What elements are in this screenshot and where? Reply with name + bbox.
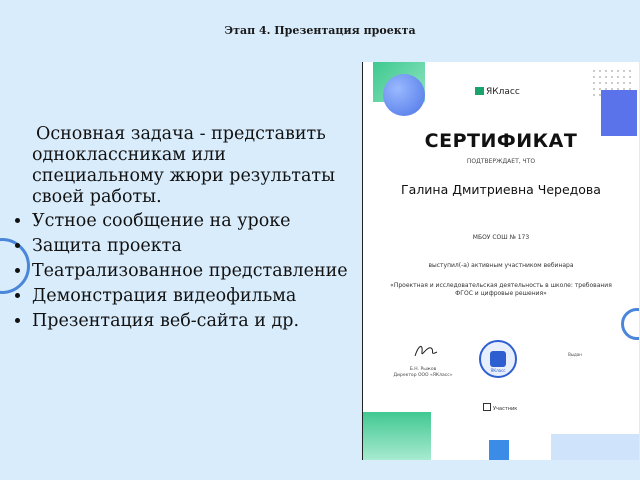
seal-icon [479,340,517,378]
seal-text: ЯКласс [490,368,506,373]
certificate-recipient: Галина Дмитриевна Чередова [401,182,601,197]
blue-circle-decor [383,74,425,116]
bullet-item: • Устное сообщение на уроке [32,211,356,232]
certificate-school: МБОУ СОШ № 173 [472,234,530,241]
signature-icon [413,342,439,362]
certificate-logo [475,87,520,97]
slide-content [14,124,356,336]
certificate-title: СЕРТИФИКАТ [424,130,578,152]
signer-block [393,367,453,379]
intro-text: Основная задача - представить одноклассникам или специальному жюри результаты своей работы. [32,124,336,207]
issue-info: Выдан [568,352,582,357]
seal-book-icon [490,351,506,367]
certificate-role: выступил(-а) активным участником вебинара [428,262,574,269]
certificate-subtitle: ПОДТВЕРЖДАЕТ, ЧТО [466,158,536,165]
signer-role: Директор ООО «ЯКласс» [393,373,453,378]
bullet-item: • Презентация веб-сайта и др. [32,311,356,332]
certificate-image [362,62,639,460]
bullet-item: • Защита проекта [32,236,356,257]
slide-title: Этап 4. Презентация проекта [224,24,416,37]
bullet-item: • Демонстрация видеофильма [32,286,356,307]
footer-logo-icon [483,403,491,411]
bullet-list [14,211,356,332]
light-rect-decor [551,434,639,460]
logo-text: ЯКласс [486,87,520,97]
blue-square-decor [489,440,509,460]
certificate-footer [483,403,517,412]
certificate-topic: «Проектная и исследовательская деятельность в школе: требования ФГОС и цифровые решения» [390,282,612,297]
bullet-item: • Театрализованное представление [32,261,356,282]
footer-text: Участник [493,406,518,412]
decor-ring-right [621,308,639,340]
signer-name: Б.Н. Рыжов [409,367,437,372]
green-bottom-decor [363,412,431,460]
logo-icon [475,87,484,95]
